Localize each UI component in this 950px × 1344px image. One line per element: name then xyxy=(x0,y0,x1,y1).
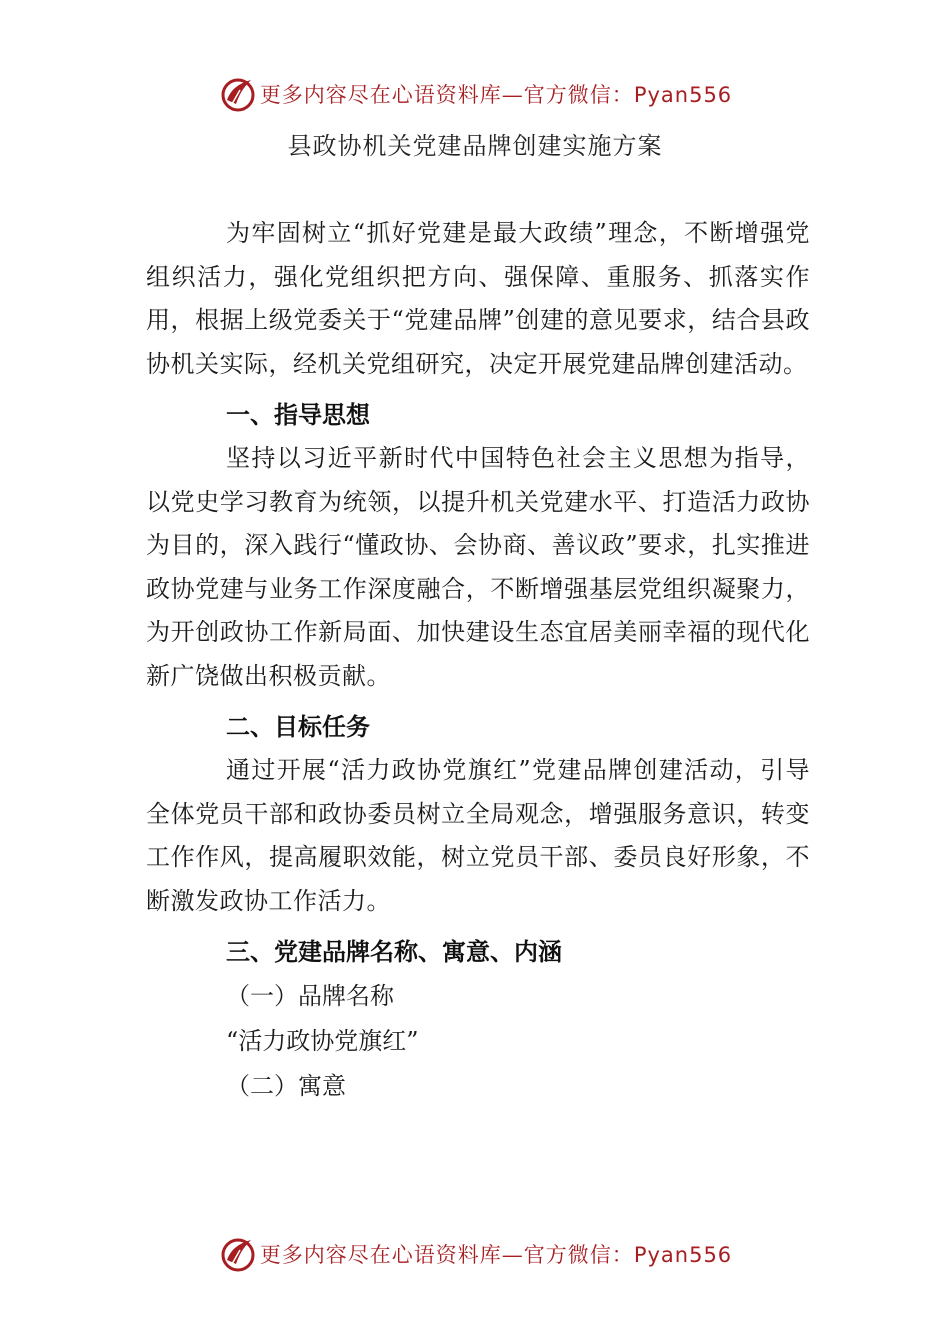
watermark-banner-bottom xyxy=(0,1230,950,1278)
watermark-text: 更多内容尽在心语资料库—官方微信： xyxy=(259,1243,634,1267)
watermark-banner-top xyxy=(0,70,950,118)
section-paragraph: 通过开展“活力政协党旗红”党建品牌创建活动，引导全体党员干部和政协委员树立全局观念，增强服务意识，转变工作作风，提高履职效能，树立党员干部、委员良好形象，不断激发政协工作活力。 xyxy=(146,756,810,915)
section-heading: 二、目标任务 xyxy=(226,713,370,741)
watermark-wechat-id: Pyan556 xyxy=(633,83,733,107)
watermark-logo-icon xyxy=(218,74,258,114)
brand-name: “活力政协党旗红” xyxy=(226,1027,419,1055)
document-body xyxy=(146,212,810,1109)
subsection-label: （二）寓意 xyxy=(226,1072,346,1100)
watermark-logo-icon xyxy=(218,1234,258,1274)
intro-paragraph: 为牢固树立“抓好党建是最大政绩”理念，不断增强党组织活力，强化党组织把方向、强保障、重服务、抓落实作用，根据上级党委关于“党建品牌”创建的意见要求，结合县政协机关实际，经机关党组研究，决定开展党建品牌创建活动。 xyxy=(146,219,810,378)
section-heading: 三、党建品牌名称、寓意、内涵 xyxy=(226,938,562,966)
document-title: 县政协机关党建品牌创建实施方案 xyxy=(287,132,663,160)
subsection-label: （一）品牌名称 xyxy=(226,982,394,1010)
watermark-wechat-id: Pyan556 xyxy=(633,1243,733,1267)
watermark-text: 更多内容尽在心语资料库—官方微信： xyxy=(259,83,634,107)
section-heading: 一、指导思想 xyxy=(226,401,370,429)
section-paragraph: 坚持以习近平新时代中国特色社会主义思想为指导，以党史学习教育为统领，以提升机关党建水平、打造活力政协为目的，深入践行“懂政协、会协商、善议政”要求，扎实推进政协党建与业务工作深度融合，不断增强基层党组织凝聚力，为开创政协工作新局面、加快建设生态宜居美丽幸福的现代化新广饶做出积极贡献。 xyxy=(146,444,810,690)
